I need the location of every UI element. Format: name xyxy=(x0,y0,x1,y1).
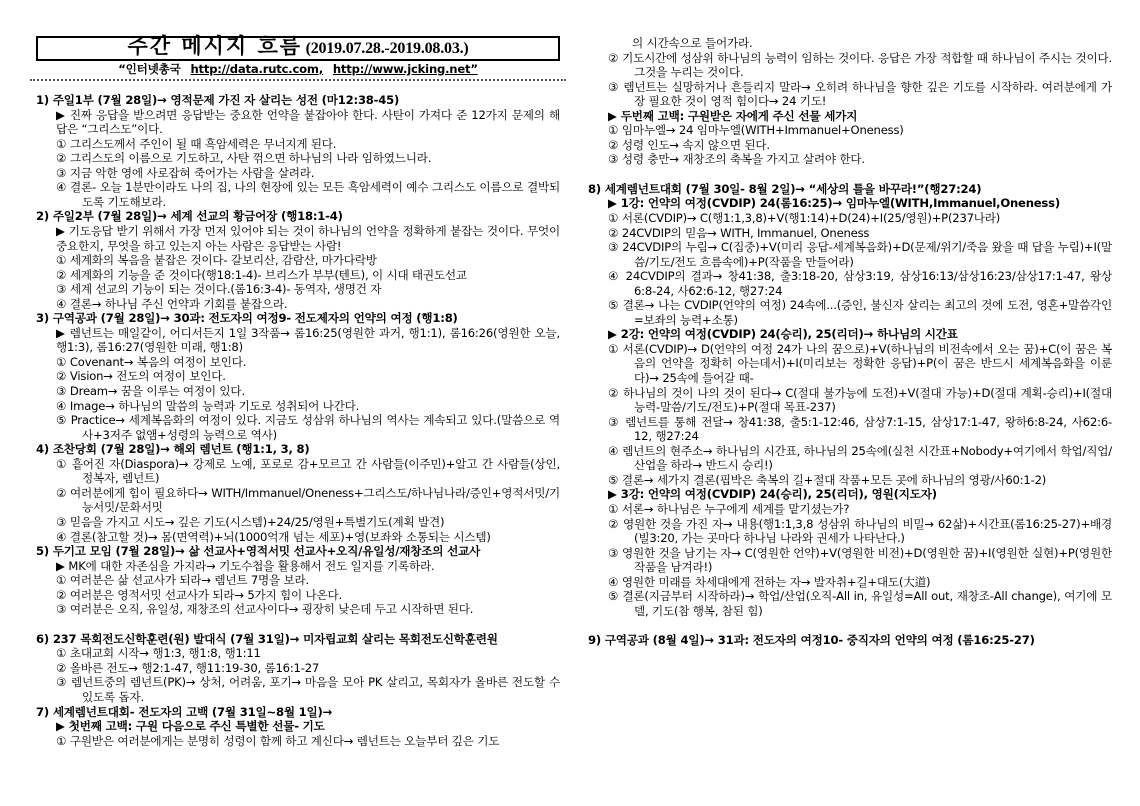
link-jcking[interactable]: http://www.jcking.net” xyxy=(332,61,478,76)
list-item xyxy=(56,588,560,603)
arrow-bullet-icon: ▶ xyxy=(608,196,617,211)
list-item xyxy=(56,602,560,617)
item-text: 결론→ 하나님 주신 언약과 기회를 붙잡으라. xyxy=(69,296,288,311)
item-text: 렘넌트중의 렘넌트(PK)→ 상처, 어려움, 포기→ 마음을 모아 PK 살리고, 목회자가 올바른 전도할 수 있도록 돕자. xyxy=(71,675,560,704)
circled-number-marker: ① xyxy=(56,253,67,268)
item-text: Dream→ 꿈을 이루는 여정이 있다. xyxy=(69,384,245,399)
item-text: 결론- 오늘 1분만이라도 나의 집, 나의 현장에 있는 모든 흑암세력이 예수 그리스도 이름으로 결박되도록 기도해보라. xyxy=(70,180,560,209)
item-text: Image→ 하나님의 말씀의 능력과 기도로 성취되어 나간다. xyxy=(69,398,360,413)
circled-number-marker: ① xyxy=(56,136,67,151)
circled-number-marker: ③ xyxy=(608,79,620,94)
circled-number-marker: ② xyxy=(56,587,67,602)
circled-number-marker: ① xyxy=(608,211,619,226)
section-5 xyxy=(36,544,560,617)
intro-line xyxy=(608,109,1112,124)
list-item xyxy=(608,589,1112,618)
section-number: 8) xyxy=(588,181,605,196)
intro-line xyxy=(608,487,1112,502)
list-item xyxy=(56,675,560,704)
item-text: 성령 인도→ 속지 않으면 된다. xyxy=(621,137,770,152)
list-item xyxy=(608,342,1112,386)
section-title xyxy=(36,93,560,108)
item-text: 1강: 언약의 여정(CVDIP) 24(롬16:25)→ 임마누엘(WITH,Immanuel,Oneness) xyxy=(620,196,1060,211)
list-item xyxy=(608,152,1112,167)
item-text: 영원한 미래를 차세대에게 전하는 자→ 발자취+길+대도(大道) xyxy=(621,574,931,589)
section-number: 6) xyxy=(36,631,53,646)
item-text: 서론→ 하나님은 누구에게 세계를 맡기셨는가? xyxy=(621,501,850,516)
item-text: 여러분은 영적서밋 선교사가 되라→ 5가지 힘이 나온다. xyxy=(69,587,342,602)
list-item xyxy=(56,399,560,414)
circled-number-marker: ⑤ xyxy=(56,413,67,428)
arrow-bullet-icon: ▶ xyxy=(608,327,617,342)
item-text: 기도시간에 성삼위 하나님의 능력이 임하는 것이다. 응답은 가장 적합할 때 하나님이 주시는 것이다. 그것을 누리는 것이다. xyxy=(622,50,1112,80)
section-title xyxy=(588,182,1112,197)
item-text: 올바른 전도→ 행2:1-47, 행11:19-30, 롬16:1-27 xyxy=(69,660,320,675)
list-item xyxy=(56,369,560,384)
list-item xyxy=(56,734,560,749)
list-item xyxy=(608,575,1112,590)
list-item xyxy=(56,253,560,268)
section-title xyxy=(588,633,1112,648)
arrow-bullet-icon: ▶ xyxy=(56,224,66,239)
circled-number-marker: ② xyxy=(56,151,67,166)
circled-number-marker: ② xyxy=(608,137,619,152)
circled-number-marker: ④ xyxy=(56,398,67,413)
list-item xyxy=(608,386,1112,415)
section-title-text: 237 목회전도신학훈련(원) 발대식 (7월 31일)→ 미자립교회 살리는 목회전도신학훈련원 xyxy=(52,631,498,646)
item-text: Covenant→ 복음의 여정이 보인다. xyxy=(69,354,247,369)
circled-number-marker: ① xyxy=(56,354,67,369)
item-text: 24CVDIP의 결과→ 창41:38, 출3:18-20, 삼상3:19, 삼상16:13/삼상16:23/삼상17:1-47, 왕상6:8-24, 사62:6-12, 행27:24 xyxy=(625,269,1112,298)
item-text: 결론(참고할 것)→ 몸(면역력)+뇌(1000억개 넘는 세포)+영(보좌와 소통되는 시스템) xyxy=(69,529,491,544)
item-text: 결론→ 나는 CVDIP(언약의 여정) 24속에...(증인, 불신자 살리는 최고의 것에 도전, 영혼+말씀각인=보좌의 능력+소통) xyxy=(622,298,1112,327)
circled-number-marker: ④ xyxy=(56,180,67,195)
section-8 xyxy=(588,182,1112,618)
item-text: 두번째 고백: 구원받은 자에게 주신 선물 세가지 xyxy=(620,108,858,123)
item-text: 렘넌트는 매일같이, 어디서든지 1일 3작품→ 롬16:25(영원한 과거, 행1:1), 롬16:26(영원한 오늘, 행1:3), 롬16:27(영원한 미래, 행1:8) xyxy=(56,325,560,355)
item-text: 여러분에게 힘이 필요하다→ WITH/Immanuel/Oneness+그리스도/하나님나라/증인+영적서밋/기능서밋/문화서밋 xyxy=(70,485,560,515)
list-item xyxy=(56,137,560,152)
subtitle xyxy=(36,62,560,77)
circled-number-marker: ③ xyxy=(56,165,67,180)
page-title: 주간 메시지 흐름 xyxy=(127,34,303,58)
item-text: 여러분은 삶 선교사가 되라→ 렘넌트 7명을 보라. xyxy=(69,573,309,588)
subtitle-prefix: “인터넷총국 xyxy=(118,61,181,76)
circled-number-marker: ③ xyxy=(56,675,67,690)
list-item xyxy=(56,297,560,312)
list-item xyxy=(608,517,1112,546)
section-title-text: 구역공과 (7월 28일)→ 30과: 전도자의 여정9- 전도제자의 언약의 여정 (행1:8) xyxy=(52,311,458,326)
item-text: 그리스도께서 주인이 될 때 흑암세력은 무너지게 된다. xyxy=(69,136,337,151)
section-title xyxy=(36,209,560,224)
section-number: 7) xyxy=(36,704,53,719)
section-1 xyxy=(36,93,560,209)
list-item xyxy=(56,661,560,676)
section-title xyxy=(36,705,560,720)
circled-number-marker: ② xyxy=(56,485,67,500)
circled-number-marker: ③ xyxy=(608,152,619,167)
circled-number-marker: ③ xyxy=(56,384,67,399)
list-item xyxy=(56,384,560,399)
list-item xyxy=(56,457,560,486)
arrow-bullet-icon: ▶ xyxy=(56,558,65,573)
circled-number-marker: ② xyxy=(56,369,67,384)
section-7 xyxy=(36,705,560,749)
date-range: (2019.07.28.-2019.08.03.) xyxy=(305,40,469,57)
list-item xyxy=(56,151,560,166)
item-text: 여러분은 오직, 유일성, 재창조의 선교사이다→ 굉장히 낮은데 두고 시작하면 된다. xyxy=(69,602,474,617)
section-number: 2) xyxy=(36,209,53,224)
circled-number-marker: ③ xyxy=(608,414,620,429)
section-4 xyxy=(36,442,560,544)
circled-number-marker: ④ xyxy=(608,269,621,284)
item-text: 세계화의 기능을 준 것이다(행18:1-4)- 브리스가 부부(텐트), 이 시대 태권도선교 xyxy=(69,267,467,282)
circled-number-marker: ① xyxy=(56,456,68,471)
section-title-text: 세계렘넌트대회 (7월 30일- 8월 2일)→ “세상의 틀을 바꾸라!”(행27:24) xyxy=(604,181,982,196)
item-text: 렘넌트는 실망하거나 흔들리지 말라→ 오히려 하나님을 향한 깊은 기도를 시작하라. 여러분에게 가장 필요한 것이 영적 힘이다→ 24 기도! xyxy=(623,79,1112,109)
circled-number-marker: ⑤ xyxy=(608,298,619,313)
item-text: 서론(CVDIP)→ C(행1:1,3,8)+V(행1:14)+D(24)+I(25/영원)+P(237나라) xyxy=(621,211,1001,226)
item-text: 2강: 언약의 여정(CVDIP) 24(승리), 25(리더)→ 하나님의 시간표 xyxy=(620,327,958,342)
section-number: 4) xyxy=(36,442,53,457)
section-title xyxy=(36,632,560,647)
item-text: 세계 선교의 기능이 되는 것이다.(롬16:3-4)- 동역자, 생명건 자 xyxy=(69,282,382,297)
circled-number-marker: ② xyxy=(608,225,619,240)
left-column xyxy=(36,0,560,748)
circled-number-marker: ① xyxy=(608,341,619,356)
list-item xyxy=(56,268,560,283)
intro-line xyxy=(56,559,560,574)
item-text: 성령 충만→ 재창조의 축복을 가지고 살려야 한다. xyxy=(621,152,865,167)
circled-number-marker: ④ xyxy=(56,529,67,544)
item-text: 믿음을 가지고 시도→ 깊은 기도(시스템)+24/25/영원+특별기도(계획 발견) xyxy=(69,514,445,529)
section-9 xyxy=(588,633,1112,648)
list-item xyxy=(608,240,1112,269)
item-text: 기도응답 받기 위해서 가장 먼저 있어야 되는 것이 하나님의 언약을 정확하게 붙잡는 것이다. 무엇이 중요한지, 무엇을 하고 있는지 아는 사람은 응답받는 사람! xyxy=(56,224,560,253)
section-title xyxy=(36,311,560,326)
circled-number-marker: ③ xyxy=(56,602,67,617)
intro-line xyxy=(608,327,1112,342)
arrow-bullet-icon: ▶ xyxy=(56,719,65,734)
section-continuation xyxy=(588,36,1112,167)
section-title-text: 조찬당회 (7월 28일)→ 해외 렘넌트 (행1:1, 3, 8) xyxy=(52,442,310,457)
circled-number-marker: ④ xyxy=(56,296,67,311)
list-item xyxy=(608,444,1112,473)
item-text: 24CVDIP의 믿음→ WITH, Immanuel, Oneness xyxy=(621,225,870,240)
list-item xyxy=(608,473,1112,488)
list-item xyxy=(56,166,560,181)
section-number: 5) xyxy=(36,544,53,559)
section-title xyxy=(36,442,560,457)
circled-number-marker: ⑤ xyxy=(608,589,619,604)
item-text: 렘넌트를 통해 전달→ 창41:38, 출5:1-12:46, 삼상7:1-15, 삼상17:1-47, 왕하6:8-24, 사62:6-12, 행27:24 xyxy=(625,414,1112,444)
item-text: 3강: 언약의 여정(CVDIP) 24(승리), 25(리더), 영원(지도자) xyxy=(620,487,937,502)
item-text: 의 시간속으로 들어가라. xyxy=(632,36,753,50)
circled-number-marker: ④ xyxy=(608,443,619,458)
list-item xyxy=(56,530,560,545)
list-item xyxy=(56,413,560,442)
list-item xyxy=(56,355,560,370)
list-item xyxy=(56,180,560,209)
item-text: 구원받은 여러분에게는 분명히 성령이 함께 하고 계신다→ 렘넌트는 오늘부터 깊은 기도 xyxy=(69,733,500,748)
item-text: 렘넌트의 현주소→ 하나님의 시간표, 하나님의 25속에(실천 시간표+Nobody+여기에서 학업/직업/산업을 하라→ 반드시 승리!) xyxy=(622,443,1112,473)
list-item xyxy=(56,515,560,530)
section-title-text: 구역공과 (8월 4일)→ 31과: 전도자의 여정10- 중직자의 언약의 여정 (롬16:25-27) xyxy=(604,633,1035,648)
section-number: 3) xyxy=(36,311,53,326)
circled-number-marker: ⑤ xyxy=(608,472,619,487)
link-data-rutc[interactable]: http://data.rutc.com, xyxy=(190,61,324,76)
circled-number-marker: ① xyxy=(608,501,619,516)
arrow-bullet-icon: ▶ xyxy=(608,108,617,123)
item-text: 임마누엘→ 24 임마누엘(WITH+Immanuel+Oneness) xyxy=(621,123,904,138)
list-item xyxy=(608,138,1112,153)
intro-line xyxy=(56,224,560,253)
section-number: 9) xyxy=(588,633,605,648)
circled-number-marker: ③ xyxy=(608,240,619,255)
list-item xyxy=(608,211,1112,226)
section-2 xyxy=(36,209,560,311)
item-text: 세계화의 복음을 붙잡은 것이다- 갈보리산, 감람산, 마가다락방 xyxy=(69,253,377,268)
circled-number-marker: ① xyxy=(56,573,67,588)
intro-line xyxy=(56,719,560,734)
list-item xyxy=(608,298,1112,327)
circled-number-marker: ① xyxy=(56,646,67,661)
list-item xyxy=(608,502,1112,517)
circled-number-marker: ② xyxy=(608,50,619,65)
continuation-line xyxy=(632,36,1112,51)
arrow-bullet-icon: ▶ xyxy=(608,487,617,502)
list-item xyxy=(56,486,560,515)
item-text: 하나님의 것이 나의 것이 된다→ C(절대 불가능에 도전)+V(절대 가능)+D(절대 계획-승리)+I(절대 능력-말씀/기도/전도)+P(절대 목표-237) xyxy=(623,385,1112,415)
item-text: 결론(지금부터 시작하라)→ 학업/산업(오직-All in, 유일성=All out, 재창조-All change), 여기에 모델, 기도(참 행복, 참된 힘) xyxy=(622,589,1112,618)
item-text: 영원한 것을 가진 자→ 내용(행1:1,3,8 성삼위 하나님의 비밀→ 62삶)+시간표(롬16:25-27)+배경(빌3:20, 가는 곳마다 하나님 나라와 권세가 나타난다.) xyxy=(622,516,1112,546)
list-item xyxy=(608,546,1112,575)
item-text: 초대교회 시작→ 행1:3, 행1:8, 행1:11 xyxy=(69,646,261,661)
list-item xyxy=(608,51,1112,80)
section-title-text: 두기고 모임 (7월 28일)→ 삶 선교사+영적서밋 선교사+오직/유일성/재창조의 선교사 xyxy=(52,544,481,559)
list-item xyxy=(608,123,1112,138)
item-text: 첫번째 고백: 구원 다음으로 주신 특별한 선물- 기도 xyxy=(68,719,325,734)
item-text: 영원한 것을 남기는 자→ C(영원한 언약)+V(영원한 비전)+D(영원한 꿈)+I(영원한 실현)+P(영원한 작품을 남겨라!) xyxy=(621,545,1112,575)
circled-number-marker: ② xyxy=(608,385,620,400)
item-text: 진짜 응답을 받으려면 응답받는 중요한 언약을 붙잡아야 한다. 사탄이 가져다 준 12가지 문제의 해답은 “그리스도”이다. xyxy=(56,107,560,137)
item-text: 24CVDIP의 누림→ C(집중)+V(미리 응답-세계복음화)+D(문제/위기/죽음 왔을 때 답을 누림)+I(말씀/기도/전도 흐름속에)+P(작품을 만들어라) xyxy=(622,240,1112,269)
item-text: Practice→ 세계복음화의 여정이 있다. 지금도 성삼위 하나님의 역사는 계속되고 있다.(말씀으로 역사+3저주 없앰+성령의 능력으로 역사) xyxy=(70,413,560,442)
item-text: Vision→ 전도의 여정이 보인다. xyxy=(69,369,226,384)
circled-number-marker: ③ xyxy=(56,514,67,529)
intro-line xyxy=(56,108,560,137)
section-3 xyxy=(36,311,560,442)
spacer xyxy=(36,81,560,93)
circled-number-marker: ④ xyxy=(608,574,619,589)
list-item xyxy=(56,282,560,297)
item-text: 지금 악한 영에 사로잡혀 죽어가는 사람을 살려라. xyxy=(69,165,315,180)
right-column xyxy=(588,0,1112,648)
intro-line xyxy=(56,326,560,355)
section-title-text: 세계렘넌트대회- 전도자의 고백 (7월 31일~8월 1일)→ xyxy=(52,704,333,719)
section-6 xyxy=(36,632,560,705)
section-title-text: 주일2부 (7월 28일)→ 세계 선교의 황금어장 (행18:1-4) xyxy=(52,209,343,224)
list-item xyxy=(608,226,1112,241)
list-item xyxy=(56,646,560,661)
list-item xyxy=(608,269,1112,298)
list-item xyxy=(608,415,1112,444)
item-text: 서론(CVDIP)→ D(언약의 여정 24가 나의 꿈으로)+V(하나님의 비전속에서 오는 꿈)+C(이 꿈은 복음의 언약을 정확히 아는데서)+I(미리보는 정확한 응답)+P(이 꿈은 반드시 세계복음화을 이룬다)→ 25속에 들어갈 때- xyxy=(622,341,1112,386)
intro-line xyxy=(608,196,1112,211)
document-title-box xyxy=(36,36,560,61)
section-title-text: 주일1부 (7월 28일)→ 영적문제 가진 자 살리는 성전 (마12:38-45) xyxy=(52,93,400,108)
circled-number-marker: ② xyxy=(56,660,67,675)
item-text: MK에 대한 자존심을 가지라→ 기도수첩을 활용해서 전도 일지를 기록하라. xyxy=(68,558,435,573)
item-text: 그리스도의 이름으로 기도하고, 사탄 꺾으면 하나님의 나라 임하였느니라. xyxy=(69,151,432,166)
list-item xyxy=(608,80,1112,109)
arrow-bullet-icon: ▶ xyxy=(56,325,66,340)
section-title xyxy=(36,544,560,559)
circled-number-marker: ② xyxy=(608,516,619,531)
circled-number-marker: ① xyxy=(56,733,67,748)
list-item xyxy=(56,573,560,588)
arrow-bullet-icon: ▶ xyxy=(56,107,66,122)
circled-number-marker: ③ xyxy=(56,282,67,297)
section-number: 1) xyxy=(36,93,53,108)
circled-number-marker: ② xyxy=(56,267,67,282)
item-text: 흩어진 자(Diaspora)→ 강제로 노예, 포로로 감+모르고 간 사람들(이주민)+알고 간 사람들(상인, 정복자, 렘넌트) xyxy=(71,456,560,486)
item-text: 결론→ 세가지 결론(핍박은 축복의 길+절대 작품+모든 곳에 하나님의 영광/사60:1-2) xyxy=(621,472,1047,487)
circled-number-marker: ① xyxy=(608,123,619,138)
circled-number-marker: ③ xyxy=(608,545,619,560)
